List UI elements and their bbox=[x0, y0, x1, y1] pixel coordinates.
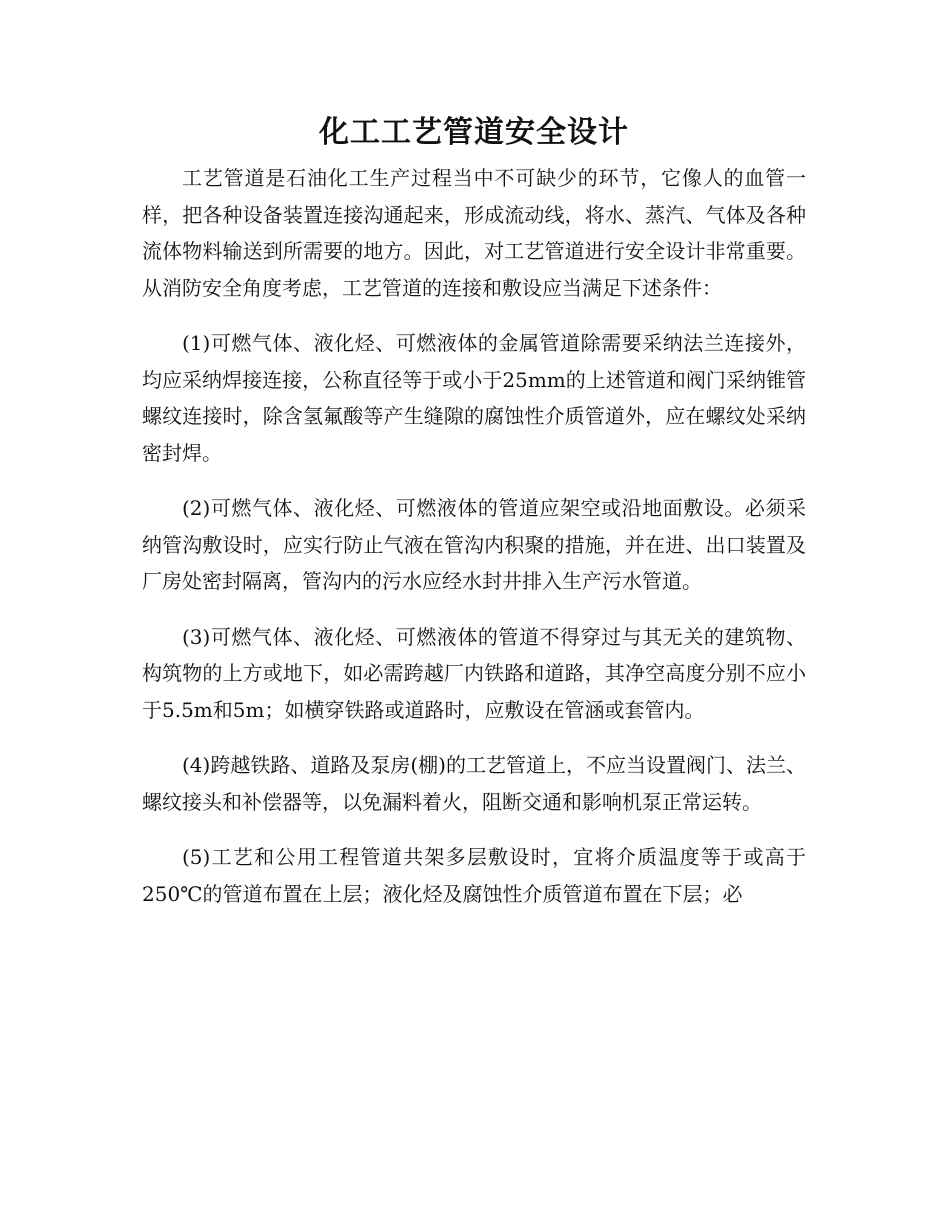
paragraph-item-1: (1)可燃气体、液化烃、可燃液体的金属管道除需要采纳法兰连接外，均应采纳焊接连接，公称直径等于或小于25mm的上述管道和阀门采纳锥管螺纹连接时，除含氢氟酸等产生缝隙的腐蚀性介质管道外，应在螺纹处采纳密封焊。 bbox=[142, 331, 806, 465]
paragraph-item-4: (4)跨越铁路、道路及泵房(棚)的工艺管道上，不应当设置阀门、法兰、螺纹接头和补偿器等，以免漏料着火，阻断交通和影响机泵正常运转。 bbox=[142, 753, 806, 814]
document-page bbox=[142, 108, 806, 931]
paragraph-item-5: (5)工艺和公用工程管道共架多层敷设时，宜将介质温度等于或高于250℃的管道布置在上层；液化烃及腐蚀性介质管道布置在下层；必 bbox=[142, 845, 806, 906]
paragraph-item-3: (3)可燃气体、液化烃、可燃液体的管道不得穿过与其无关的建筑物、构筑物的上方或地下，如必需跨越厂内铁路和道路，其净空高度分别不应小于5.5m和5m；如横穿铁路或道路时，应敷设在管涵或套管内。 bbox=[142, 624, 806, 722]
document-title: 化工工艺管道安全设计 bbox=[319, 115, 629, 150]
paragraph-intro: 工艺管道是石油化工生产过程当中不可缺少的环节，它像人的血管一样，把各种设备装置连接沟通起来，形成流动线，将水、蒸汽、气体及各种流体物料输送到所需要的地方。因此，对工艺管道进行安全设计非常重要。从消防安全角度考虑，工艺管道的连接和敷设应当满足下述条件： bbox=[142, 166, 806, 300]
paragraph-item-2: (2)可燃气体、液化烃、可燃液体的管道应架空或沿地面敷设。必须采纳管沟敷设时，应实行防止气液在管沟内积聚的措施，并在进、出口装置及厂房处密封隔离，管沟内的污水应经水封井排入生产污水管道。 bbox=[142, 496, 806, 593]
